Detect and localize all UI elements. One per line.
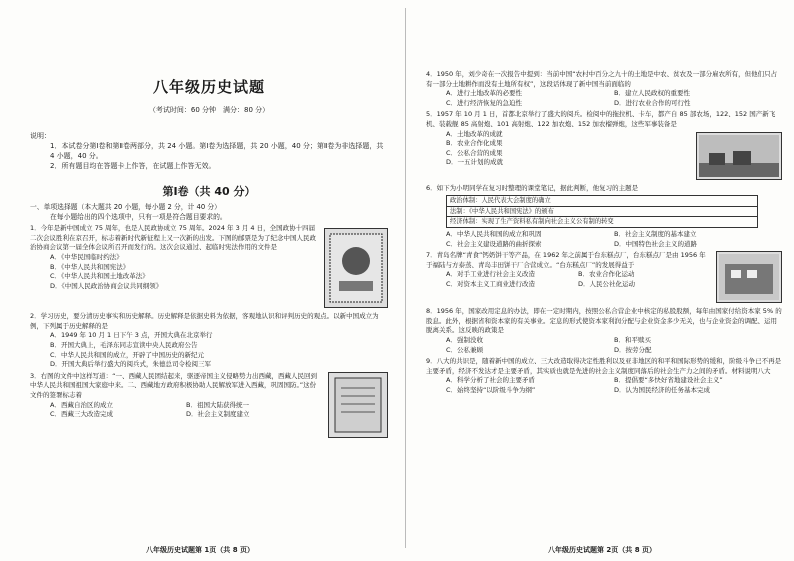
notes-table-row: 政治体制：人民代表大会制度的确立	[447, 196, 757, 207]
exam-title: 八年级历史试题	[152, 78, 265, 96]
note-2: 2．所有题目均在答题卡上作答，在试题上作答无效。	[50, 162, 216, 170]
q2-option-c: C．中华人民共和国的成立，开辟了中国历史的新纪元	[50, 350, 205, 359]
q6-option-c: C．社会主义建设道路的曲折探索	[446, 239, 542, 248]
q9-option-c: C．始终坚持“以阶级斗争为纲”	[446, 385, 536, 394]
question-9-stem: 9．八大的共识是，随着新中国的成立、三大改造取得决定性胜利以及亚非地区的和平和国际形势的缓和，阶级斗争已不再是主要矛盾，经济不发达才是主要矛盾，其实质也就是先进的社会主义制度同落后的社会生产力之间的矛盾。材料说明八大	[426, 357, 782, 375]
question-1-stem: 1．今年是新中国成立 75 周年，也是人民政协成立 75 周年。2024 年 3 月 4 日，全国政协十四届二次会议胜利在京召开，标志着新时代新征程上又一次新的出发。下图的邮票是为了纪念中国人民政治协商会议第一届全体会议所召开而发行的。这次会议通过、起临时宪法作用的文件是	[30, 224, 316, 252]
q2-option-b: B．开国大典上，毛泽东同志宣读中央人民政府公告	[50, 340, 198, 349]
document-icon	[333, 376, 383, 434]
q2-option-d: D．开国大典后举行盛大的阅兵式，朱德总司令检阅三军	[50, 360, 212, 369]
question-8-stem: 8．1956 年，国家改用定息的办法，即在一定时期内，按照公私合营企业中核定的私股股额，每年由国家付给资本家 5% 的股息。此外，根据省和资本家的有关事业。定息的形式使资本家利润分配与企业资金多少无关，也与企业资金的调配、运用脱离关系。这反映的政策是	[426, 307, 782, 335]
notes-table-row: 经济体制：实现了生产资料私有制向社会主义公有制的转变	[450, 218, 614, 226]
question-4-stem: 4．1950 年，刘少奇在一次报告中提到：当前中国“农村中百分之九十的土地是中农、贫农及一部分雇农所有，但他们只占有一部分土地耕作而没有土地所有权”，这段话体现了新中国当前面临的	[426, 70, 778, 88]
notes-table	[446, 195, 758, 228]
section-1-title: 一、单项选择题（本大题共 20 小题，每小题 2 分，计 40 分）	[30, 203, 221, 211]
q4-option-d: D．进行农业合作的可行性	[614, 98, 691, 107]
document-image	[328, 372, 388, 438]
q8-options	[446, 336, 782, 355]
q1-option-b: B．《中华人民共和国宪法》	[50, 262, 130, 271]
question-2-stem: 2．学习历史，要分清历史事实和历史解释。历史解释是依据史料为依据，客观地认识和评判历史的观点。以新中国成立为例，下列属于历史解释的是	[30, 312, 379, 330]
q7-option-d: D．人民公社化运动	[578, 279, 636, 288]
notes-table-row: 法制：《中华人民共和国宪法》的颁布	[447, 207, 757, 218]
page-right	[410, 0, 794, 561]
part-1-title: 第Ⅰ卷（共 40 分）	[162, 185, 256, 198]
q2-option-a: A．1949 年 10 月 1 日下午 3 点，开国大典在北京举行	[50, 331, 213, 340]
q5-option-c: C．公私合营的成果	[446, 148, 503, 157]
q3-option-d: D．社会主义制度建立	[186, 410, 250, 419]
page-divider	[405, 8, 406, 548]
question-7-stem: 7．青岛名牌“青食”钙奶饼干等产品，在 1962 年之前属于台东糕点厂，台东糕点厂是由 1956 年于福陆与方泰蒸、青岛丰田饼干厂合营成立。“台东糕点厂”的发展得益于	[426, 251, 706, 269]
q3-option-a: A．西藏自治区的成立	[50, 400, 113, 409]
q8-option-b: B．和平赎买	[614, 335, 651, 344]
q6-options	[446, 230, 782, 249]
q9-option-a: A．科学分析了社会的主要矛盾	[446, 376, 535, 385]
q5-option-b: B．农业合作化成果	[446, 139, 503, 148]
q5-option-d: D．一五计划的成就	[446, 158, 504, 167]
stamp-icon	[329, 233, 383, 303]
footer-left: 八年级历史试题第 1页（共 8 页）	[145, 546, 255, 554]
parade-photo	[696, 132, 782, 180]
q9-option-d: D．认为国民经济的任务基本完成	[614, 385, 711, 394]
q3-option-b: B．祖国大陆获得统一	[186, 400, 249, 409]
q3-option-c: C．西藏三大改造完成	[50, 410, 114, 419]
factory-icon	[719, 254, 779, 300]
q6-option-d: D．中国特色社会主义的道路	[614, 239, 698, 248]
exam-meta: （考试时间：60 分钟 满分：80 分）	[148, 106, 270, 114]
q6-option-b: B．社会主义制度的基本建立	[614, 229, 697, 238]
q7-option-c: C．对资本主义工商业进行改造	[446, 279, 536, 288]
q8-option-a: A．强制没收	[446, 335, 483, 344]
q8-option-d: D．按劳分配	[614, 345, 652, 354]
q3-options	[50, 401, 322, 420]
footer-right: 八年级历史试题第 2页（共 8 页）	[547, 546, 657, 554]
question-3-stem: 3．右图的文件中这样写道：“一、西藏人民团结起来，驱逐帝国主义侵略势力出西藏，西藏人民回到中华人民共和国祖国大家庭中来。二、西藏地方政府积极协助人民解放军进入西藏，巩固国防。”这份文件的签署标志着	[30, 371, 318, 399]
q6-option-a: A．中华人民共和国的成立和巩固	[446, 229, 542, 238]
parade-icon	[699, 135, 779, 177]
q9-option-b: B．提倡要“多快好省地建设社会主义”	[614, 376, 723, 385]
q8-option-c: C．公私兼顾	[446, 345, 484, 354]
question-5-stem: 5．1957 年 10 月 1 日，首都北京举行了盛大的阅兵。检阅中的拖拉机、卡车，都产自 85 部农场，122、152 国产新飞机、装载舰 85 高射炮、101 高射炮、122 加农炮、152 加农榴弹炮，这些军事装备是	[426, 110, 776, 128]
factory-photo	[716, 251, 782, 303]
note-1: 1．本试卷分第Ⅰ卷和第Ⅱ卷两部分，共 24 小题。第Ⅰ卷为选择题，共 20 小题，40 分；第Ⅱ卷为非选择题，共 4 小题，40 分。	[50, 142, 384, 160]
q4-option-a: A．进行土地改革的必要性	[446, 89, 522, 98]
notes-heading: 说明：	[30, 132, 51, 140]
q9-options	[446, 376, 782, 395]
question-6-stem: 6．如下为小明同学在复习时整理的课堂笔记，据此判断，他复习的主题是	[426, 183, 639, 192]
section-1-note: 在每小题给出的四个选项中，只有一项是符合题目要求的。	[50, 212, 227, 221]
q7-option-b: B．农业合作化运动	[578, 270, 635, 279]
q4-options	[446, 89, 782, 108]
q1-option-d: D．《中国人民政治协商会议共同纲领》	[50, 281, 163, 290]
stamp-image	[324, 228, 388, 308]
q1-option-c: C．《中华人民共和国土地改革法》	[50, 272, 149, 281]
q1-option-a: A．《中华民国临时约法》	[50, 252, 123, 261]
q4-option-b: B．建立人民政权的重要性	[614, 89, 690, 98]
q4-option-c: C．进行经济恢复的急迫性	[446, 98, 523, 107]
q5-option-a: A．土地改革的成就	[446, 129, 503, 138]
q7-option-a: A．对手工业进行社会主义改造	[446, 270, 535, 279]
q7-options	[446, 270, 710, 289]
